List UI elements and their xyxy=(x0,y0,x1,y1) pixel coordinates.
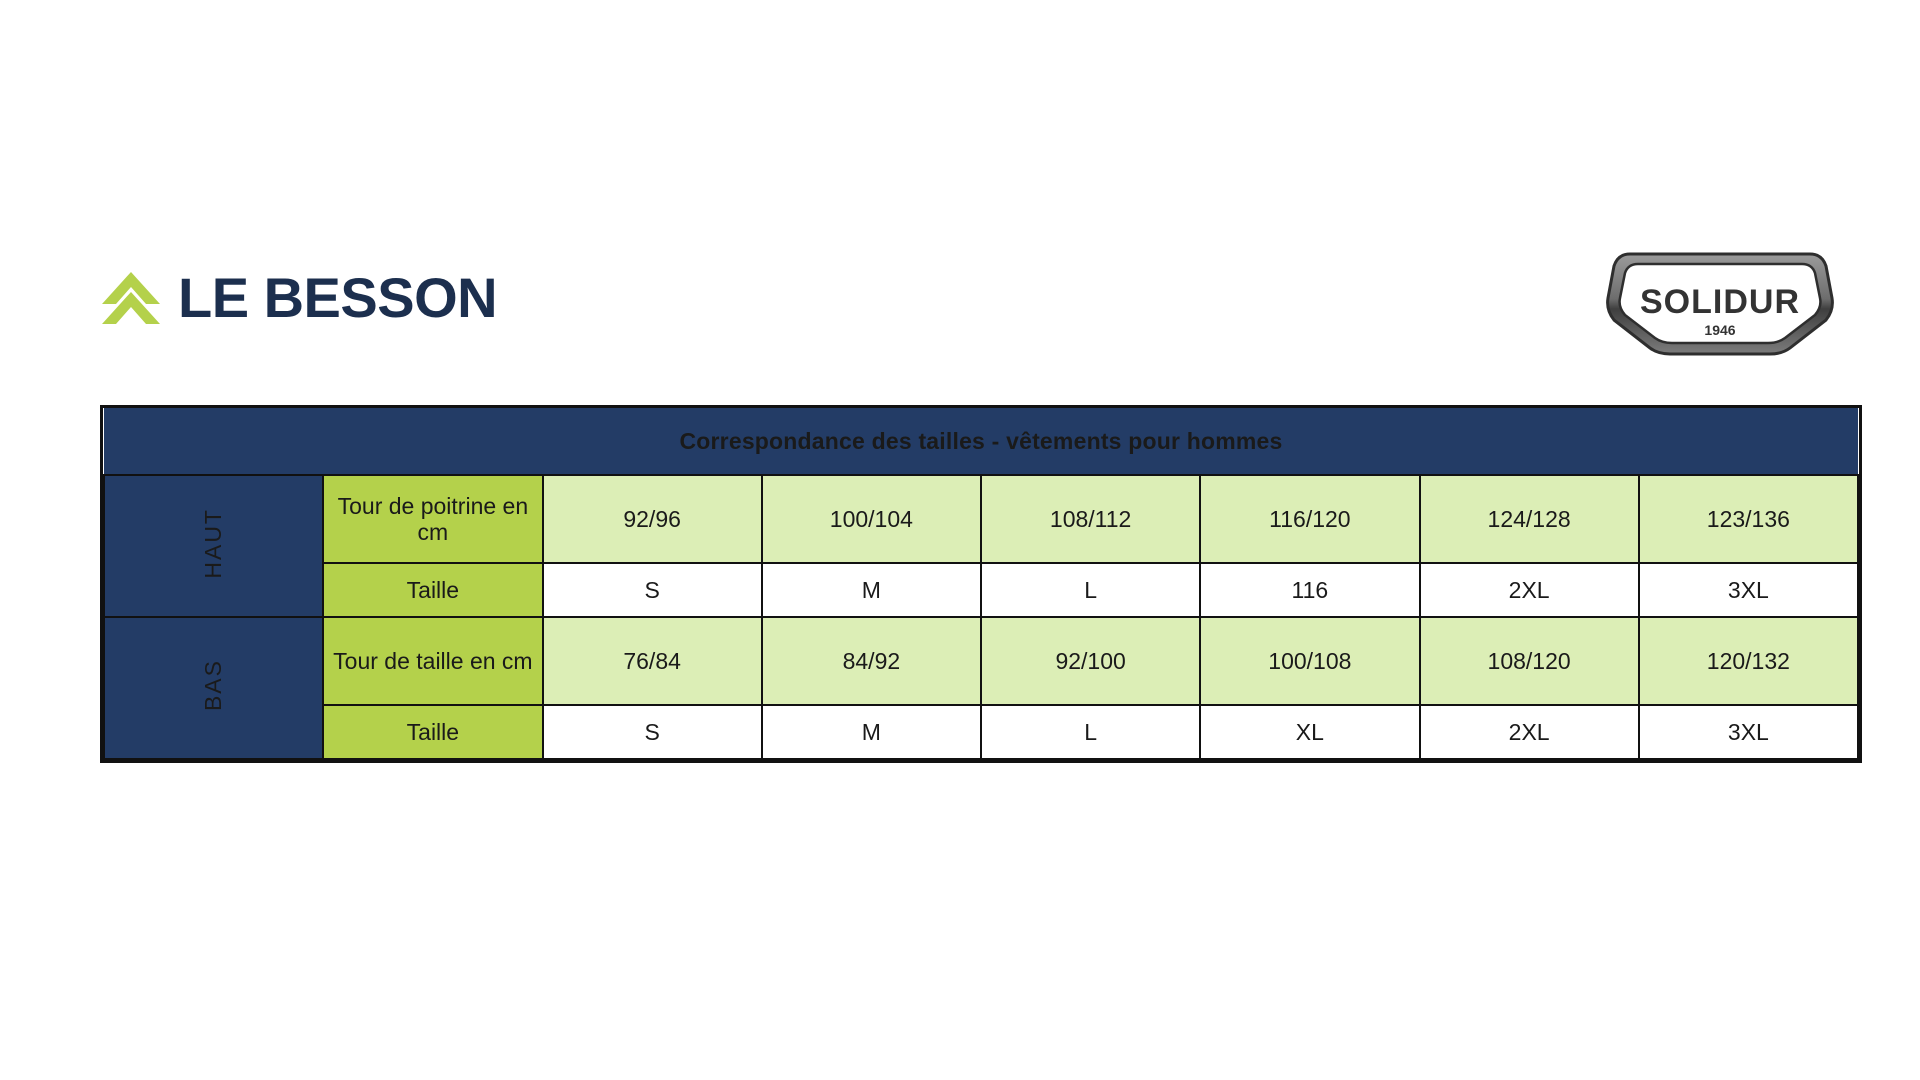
cell-value: 123/136 xyxy=(1639,475,1858,563)
chevron-mountain-icon xyxy=(100,270,162,326)
cell-value: 2XL xyxy=(1420,563,1639,617)
row-label: Tour de poitrine en cm xyxy=(323,475,542,563)
cell-value: 3XL xyxy=(1639,705,1858,759)
row-label: Taille xyxy=(323,563,542,617)
table-title-row xyxy=(104,408,1858,475)
svg-text:SOLIDUR: SOLIDUR xyxy=(1640,283,1800,321)
table-row xyxy=(104,705,1858,759)
svg-text:1946: 1946 xyxy=(1704,322,1736,338)
section-label-bas: BAS xyxy=(104,617,323,759)
cell-value: XL xyxy=(1200,705,1419,759)
cell-value: S xyxy=(543,705,762,759)
cell-value: 116/120 xyxy=(1200,475,1419,563)
cell-value: 120/132 xyxy=(1639,617,1858,705)
cell-value: 84/92 xyxy=(762,617,981,705)
cell-value: 92/96 xyxy=(543,475,762,563)
row-label: Tour de taille en cm xyxy=(323,617,542,705)
cell-value: 3XL xyxy=(1639,563,1858,617)
table-title: Correspondance des tailles - vêtements pour hommes xyxy=(104,408,1858,475)
solidur-logo xyxy=(1600,240,1840,365)
cell-value: 100/108 xyxy=(1200,617,1419,705)
cell-value: 2XL xyxy=(1420,705,1639,759)
cell-value: S xyxy=(543,563,762,617)
cell-value: L xyxy=(981,563,1200,617)
cell-value: 108/112 xyxy=(981,475,1200,563)
row-label: Taille xyxy=(323,705,542,759)
cell-value: 76/84 xyxy=(543,617,762,705)
cell-value: 92/100 xyxy=(981,617,1200,705)
table-row xyxy=(104,617,1858,705)
page-header xyxy=(100,260,1860,370)
cell-value: 108/120 xyxy=(1420,617,1639,705)
brand-name: LE BESSON xyxy=(178,266,498,329)
cell-value: 100/104 xyxy=(762,475,981,563)
table-row xyxy=(104,563,1858,617)
table-row xyxy=(104,475,1858,563)
section-label-haut: HAUT xyxy=(104,475,323,617)
cell-value: 124/128 xyxy=(1420,475,1639,563)
size-table xyxy=(103,408,1859,760)
cell-value: M xyxy=(762,563,981,617)
cell-value: L xyxy=(981,705,1200,759)
brand-logo xyxy=(100,266,498,329)
cell-value: 116 xyxy=(1200,563,1419,617)
cell-value: M xyxy=(762,705,981,759)
size-table-container xyxy=(100,405,1862,763)
